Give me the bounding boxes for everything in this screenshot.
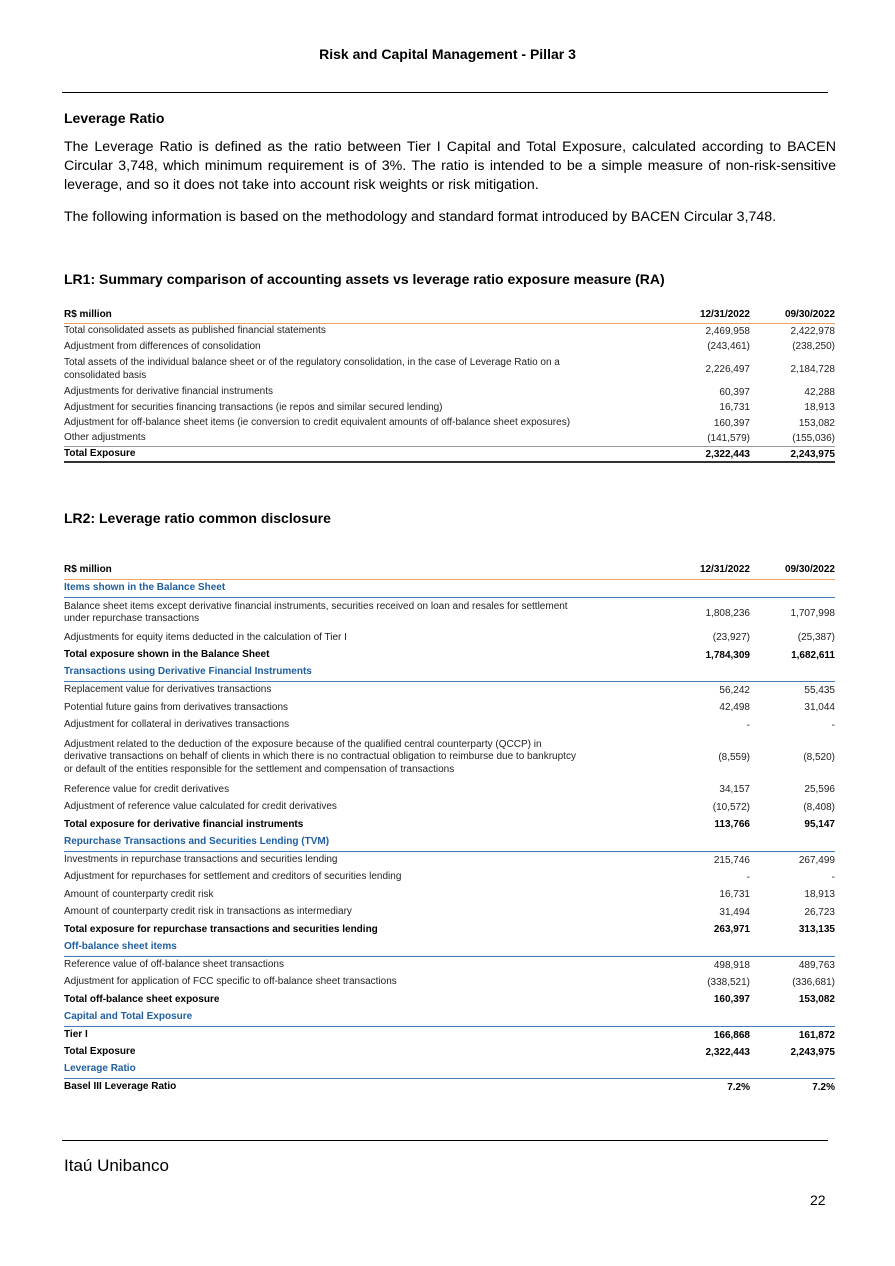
table-row — [64, 799, 835, 817]
value-current: 7.2% — [727, 1082, 750, 1093]
value-previous: 95,147 — [804, 819, 835, 831]
value-current: (8,559) — [718, 752, 750, 763]
value-current: 42,498 — [719, 702, 750, 714]
value-previous — [750, 939, 835, 957]
row-label: Reference value of off-balance sheet transactions — [64, 958, 284, 970]
value-previous — [750, 1009, 835, 1027]
value-current: (10,572) — [712, 801, 750, 813]
value-current — [670, 1061, 750, 1079]
value-current: 31,494 — [719, 906, 750, 918]
row-label: Total assets of the individual balance sheet or of the regulatory consolidation, in the case of Leverage Ratio on a consolidated basis — [64, 357, 560, 381]
row-label: Adjustments for equity items deducted in the calculation of Tier I — [64, 631, 347, 643]
row-label: Adjustment of reference value calculated for credit derivatives — [64, 801, 337, 812]
row-label: Investments in repurchase transactions and securities lending — [64, 853, 338, 865]
value-previous: 489,763 — [798, 959, 835, 971]
table-row — [64, 781, 835, 799]
table-row — [64, 416, 835, 432]
row-label: Total Exposure — [64, 1046, 136, 1057]
page-header-title: Risk and Capital Management - Pillar 3 — [319, 46, 576, 62]
row-label: Potential future gains from derivatives transactions — [64, 701, 288, 713]
total-row — [64, 447, 835, 463]
value-previous: 1,707,998 — [790, 607, 835, 619]
footer-divider — [62, 1140, 828, 1141]
row-label: Adjustment from differences of consolidation — [64, 340, 261, 352]
total-row — [64, 1044, 835, 1062]
row-label: Items shown in the Balance Sheet — [64, 580, 670, 598]
table-row — [64, 717, 835, 735]
row-label: Capital and Total Exposure — [64, 1009, 670, 1027]
value-current: 16,731 — [719, 889, 750, 901]
value-current: 2,469,958 — [705, 326, 750, 337]
row-label: Adjustment related to the deduction of the exposure because of the qualified central counterparty (QCCP) in derivative transactions on behalf of clients in which there is no contractual obligation to reimburse due to bankruptcy or default of the entities responsible for the settlement and compensation of transactions — [64, 738, 576, 775]
row-label: Total exposure for derivative financial instruments — [64, 818, 304, 830]
lr1-table — [64, 306, 835, 463]
intro-paragraph: The Leverage Ratio is defined as the ratio between Tier I Capital and Total Exposure, calculated according to BACEN Circular 3,748, which minimum requirement is of 3%. The ratio is intended to be a simple measure of non-risk-sensitive leverage, and so it does not take into account risk weights or risk mitigation. — [64, 139, 836, 193]
value-previous: (8,408) — [803, 801, 835, 813]
value-previous: 2,243,975 — [790, 1046, 835, 1058]
section-header-row — [64, 1061, 835, 1079]
row-label: Tier I — [64, 1028, 88, 1040]
value-current: 498,918 — [713, 959, 750, 971]
row-label: Amount of counterparty credit risk — [64, 888, 214, 900]
header-divider — [62, 92, 828, 93]
row-label: Total off-balance sheet exposure — [64, 993, 220, 1005]
total-row — [64, 1079, 835, 1097]
value-previous: (8,520) — [803, 752, 835, 763]
value-current — [670, 664, 750, 682]
table-row — [64, 699, 835, 717]
value-current: (243,461) — [707, 341, 750, 353]
header-date-current: 12/31/2022 — [670, 560, 750, 580]
row-label: Total consolidated assets as published financial statements — [64, 325, 326, 337]
row-label: Reference value for credit derivatives — [64, 783, 230, 795]
header-date-previous: 09/30/2022 — [750, 560, 835, 580]
value-current: 2,322,443 — [670, 447, 750, 463]
row-label: Other adjustments — [64, 432, 146, 444]
table-row — [64, 597, 835, 629]
value-previous: 18,913 — [804, 402, 835, 414]
value-current: (23,927) — [712, 632, 750, 644]
value-current — [670, 1009, 750, 1027]
row-label: Adjustment for repurchases for settlement and creditors of securities lending — [64, 871, 402, 882]
value-previous: (336,681) — [792, 976, 835, 988]
section-header-row — [64, 834, 835, 852]
value-current: 34,157 — [719, 784, 750, 796]
value-current: 160,397 — [713, 417, 750, 429]
value-current: 215,746 — [713, 854, 750, 866]
table-row — [64, 324, 835, 340]
value-current — [670, 580, 750, 598]
table-row — [64, 869, 835, 887]
value-previous: - — [831, 719, 835, 731]
table-row — [64, 431, 835, 447]
total-row — [64, 816, 835, 834]
value-current: 166,868 — [713, 1029, 750, 1041]
table-row — [64, 355, 835, 385]
row-label: Amount of counterparty credit risk in transactions as intermediary — [64, 906, 352, 917]
value-previous: - — [831, 871, 835, 883]
table-row — [64, 629, 835, 647]
value-current: 60,397 — [719, 386, 750, 398]
value-current: 160,397 — [713, 994, 750, 1006]
header-unit: R$ million — [64, 560, 670, 580]
table-row — [64, 400, 835, 416]
total-row — [64, 991, 835, 1009]
value-previous: 267,499 — [798, 854, 835, 866]
value-previous: 42,288 — [804, 386, 835, 398]
value-current: 263,971 — [713, 924, 750, 936]
table-header-row — [64, 560, 835, 580]
header-date-previous: 09/30/2022 — [750, 306, 835, 324]
lr2-title: LR2: Leverage ratio common disclosure — [64, 510, 331, 526]
value-previous: 2,422,978 — [790, 326, 835, 337]
table-row — [64, 904, 835, 922]
value-current: (338,521) — [707, 976, 750, 988]
value-previous: (25,387) — [797, 632, 835, 644]
value-current: 1,784,309 — [705, 649, 750, 661]
value-current: - — [746, 719, 750, 731]
row-label: Adjustments for derivative financial instruments — [64, 386, 273, 397]
value-current: (141,579) — [707, 433, 750, 444]
table-row — [64, 851, 835, 869]
value-previous — [750, 834, 835, 852]
section-header-row — [64, 1009, 835, 1027]
value-previous — [750, 664, 835, 682]
value-previous: 153,082 — [798, 417, 835, 429]
value-previous: 7.2% — [812, 1082, 835, 1093]
table-row — [64, 682, 835, 700]
table-header-row — [64, 306, 835, 324]
table-row — [64, 956, 835, 974]
value-previous: 26,723 — [804, 906, 835, 918]
header-unit: R$ million — [64, 306, 670, 324]
section-header-row — [64, 580, 835, 598]
row-label: Adjustment for securities financing transactions (ie repos and similar secured lending) — [64, 401, 443, 413]
row-label: Adjustment for collateral in derivatives transactions — [64, 719, 290, 730]
methodology-paragraph: The following information is based on the methodology and standard format introduced by BACEN Circular 3,748. — [64, 209, 777, 225]
value-previous: 153,082 — [798, 994, 835, 1006]
row-label: Repurchase Transactions and Securities Lending (TVM) — [64, 834, 670, 852]
header-date-current: 12/31/2022 — [670, 306, 750, 324]
value-previous: 2,243,975 — [750, 447, 835, 463]
value-current: - — [746, 871, 750, 883]
table-row — [64, 886, 835, 904]
value-previous — [750, 580, 835, 598]
row-label: Adjustment for application of FCC specific to off-balance sheet transactions — [64, 976, 397, 987]
row-label: Off-balance sheet items — [64, 939, 670, 957]
section-header-row — [64, 664, 835, 682]
page-number: 22 — [810, 1192, 826, 1208]
value-current: 56,242 — [719, 685, 750, 696]
value-previous: 1,682,611 — [791, 649, 835, 661]
row-label: Balance sheet items except derivative financial instruments, securities received on loan and resales for settlement under repurchase transactions — [64, 600, 568, 625]
value-current: 16,731 — [719, 402, 750, 414]
value-previous — [750, 1061, 835, 1079]
value-previous: 2,184,728 — [790, 364, 835, 375]
value-previous: (155,036) — [792, 433, 835, 444]
row-label: Total exposure for repurchase transactions and securities lending — [64, 923, 378, 935]
value-previous: 18,913 — [804, 889, 835, 901]
total-row — [64, 647, 835, 665]
footer-company: Itaú Unibanco — [64, 1156, 169, 1175]
lr1-title: LR1: Summary comparison of accounting assets vs leverage ratio exposure measure (RA) — [64, 271, 665, 287]
row-label: Transactions using Derivative Financial Instruments — [64, 664, 670, 682]
value-current: 2,322,443 — [705, 1046, 750, 1058]
table-row — [64, 385, 835, 401]
row-label: Leverage Ratio — [64, 1061, 670, 1079]
value-current: 1,808,236 — [705, 607, 750, 619]
lr2-table — [64, 560, 835, 1096]
value-previous: (238,250) — [792, 341, 835, 353]
row-label: Replacement value for derivatives transactions — [64, 684, 272, 696]
value-previous: 31,044 — [804, 702, 835, 714]
row-label: Adjustment for off-balance sheet items (ie conversion to credit equivalent amounts of off-balance sheet exposures) — [64, 417, 571, 428]
total-row — [64, 1026, 835, 1044]
row-label: Total Exposure — [64, 447, 670, 463]
table-row — [64, 974, 835, 992]
total-row — [64, 921, 835, 939]
row-label: Total exposure shown in the Balance Sheet — [64, 649, 270, 660]
section-header-row — [64, 939, 835, 957]
value-current — [670, 939, 750, 957]
value-previous: 161,872 — [798, 1029, 835, 1041]
value-previous: 55,435 — [804, 685, 835, 696]
value-current: 2,226,497 — [705, 364, 750, 375]
value-current: 113,766 — [714, 819, 750, 831]
value-current — [670, 834, 750, 852]
value-previous: 25,596 — [804, 784, 835, 796]
value-previous: 313,135 — [798, 924, 835, 936]
row-label: Basel III Leverage Ratio — [64, 1081, 177, 1093]
table-row — [64, 734, 835, 781]
table-row — [64, 339, 835, 355]
section-title: Leverage Ratio — [64, 110, 165, 126]
